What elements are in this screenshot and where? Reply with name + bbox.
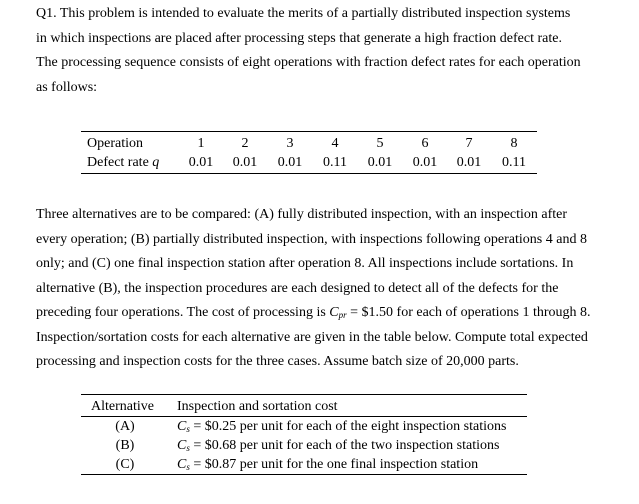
rate-cell: 0.01	[232, 155, 258, 170]
rate-cell: 0.01	[456, 155, 482, 170]
rate-cell: 0.01	[188, 155, 214, 170]
inspection-cost-table	[81, 394, 527, 475]
body-line: only; and (C) one final inspection station after operation 8. All inspections include sortations. In	[36, 256, 574, 271]
operation-row	[81, 134, 537, 153]
cost-cell: $C_s$ = $0.25 per unit for each of the eight inspection stations	[177, 419, 507, 434]
cost-table-header	[81, 397, 527, 417]
defect-rate-row	[81, 153, 537, 172]
body-line: every operation; (B) partially distributed inspection, with inspections following operations 4 and 8	[36, 231, 587, 247]
defect-rate-label: Defect rate q	[87, 155, 160, 170]
body-line: processing and inspection costs for the three cases. Assume batch size of 20,000 parts.	[36, 354, 519, 369]
alternative-cell: (C)	[115, 457, 135, 472]
operation-cell: 7	[465, 136, 473, 151]
defect-rate-table	[81, 131, 537, 174]
operation-cell: 2	[241, 136, 249, 151]
cost-row	[81, 455, 527, 474]
cost-row	[81, 436, 527, 455]
operation-cell: 1	[197, 136, 205, 151]
cost-header: Inspection and sortation cost	[177, 399, 338, 414]
alternative-cell: (A)	[115, 419, 135, 434]
operation-label: Operation	[87, 136, 143, 151]
body-line: preceding four operations. The cost of processing is $C_{pr}$ = $1.50 for each of operations 1 through 8.	[36, 305, 591, 320]
rate-cell: 0.01	[367, 155, 393, 170]
body-line: alternative (B), the inspection procedures are each designed to detect all of the defects for the	[36, 280, 559, 296]
rate-cell: 0.11	[502, 155, 526, 170]
intro-line: Q1. This problem is intended to evaluate the merits of a partially distributed inspection systems	[36, 6, 571, 21]
cost-row	[81, 417, 527, 436]
alternatives-paragraph	[36, 203, 632, 375]
operation-cell: 6	[421, 136, 429, 151]
rate-cell: 0.01	[412, 155, 438, 170]
rate-cell: 0.01	[277, 155, 303, 170]
body-line: Inspection/sortation costs for each alternative are given in the table below. Compute total expected	[36, 329, 588, 345]
cost-cell: $C_s$ = $0.87 per unit for the one final inspection station	[177, 457, 479, 472]
operation-cell: 3	[286, 136, 294, 151]
operation-cell: 4	[331, 136, 339, 151]
intro-paragraph	[36, 2, 632, 100]
intro-line: The processing sequence consists of eight operations with fraction defect rates for each operation	[36, 55, 581, 70]
rate-cell: 0.11	[323, 155, 347, 170]
alternative-header: Alternative	[91, 399, 154, 414]
operation-cell: 8	[510, 136, 518, 151]
intro-line: as follows:	[36, 79, 98, 95]
alternative-cell: (B)	[115, 438, 135, 453]
cost-cell: $C_s$ = $0.68 per unit for each of the two inspection stations	[177, 438, 500, 453]
body-line: Three alternatives are to be compared: (A) fully distributed inspection, with an inspection after	[36, 207, 568, 222]
intro-line: in which inspections are placed after processing steps that generate a high fraction defect rate.	[36, 30, 562, 46]
operation-cell: 5	[376, 136, 384, 151]
